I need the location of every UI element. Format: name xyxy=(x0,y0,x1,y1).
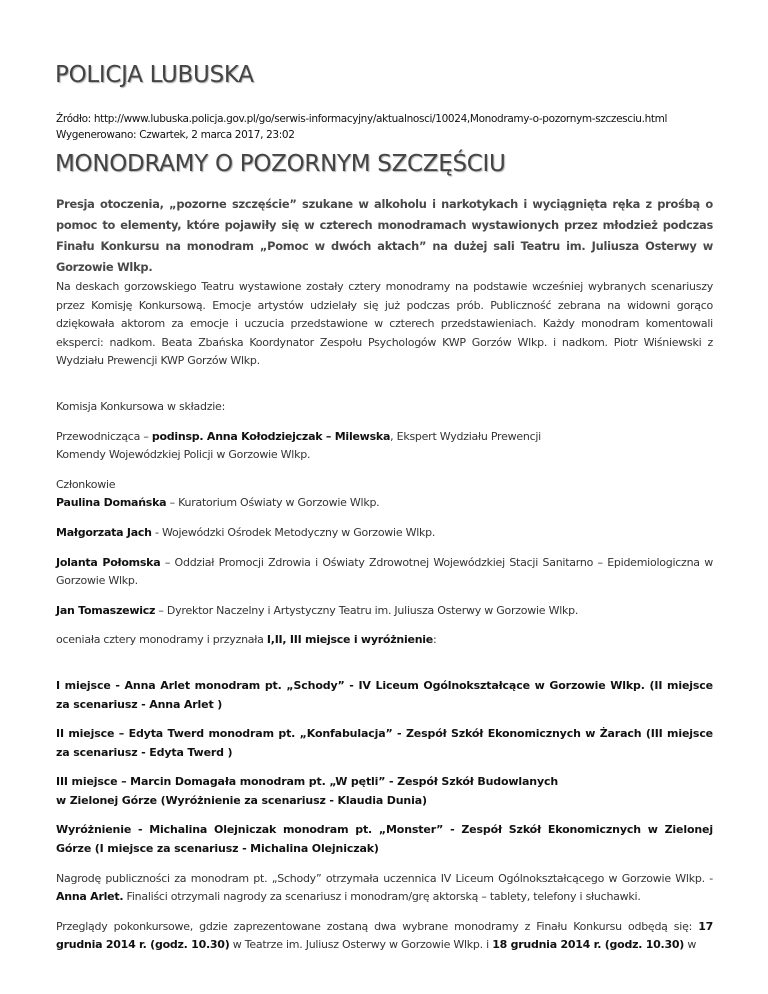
article-body xyxy=(56,194,713,955)
generated-value: Czwartek, 2 marca 2017, 23:02 xyxy=(139,129,295,141)
member-name: Jolanta Połomska xyxy=(56,555,161,569)
chair-desc-2: Komendy Wojewódzkiej Policji w Gorzowie Wlkp. xyxy=(56,448,311,462)
document-meta xyxy=(56,111,667,143)
award-third-line-1: III miejsce – Marcin Domagała monodram pt. „W pętli” - Zespół Szkół Budowlanych xyxy=(56,775,559,789)
member-desc: – Oddział Promocji Zdrowia i Oświaty Zdrowotnej Wojewódzkiej Stacji Sanitarno – Epidemiologiczna w Gorzowie Wlkp. xyxy=(56,555,713,588)
award-first-place: I miejsce - Anna Arlet monodram pt. „Schody” - IV Liceum Ogólnokształcące w Gorzowie Wlkp. (II miejsce za scenariusz - Anna Arlet ) xyxy=(56,678,713,711)
source-url[interactable]: http://www.lubuska.policja.gov.pl/go/serwis-informacyjny/aktualnosci/10024,Monodramy-o-pozornym-szczesciu.html xyxy=(93,113,668,125)
member-name: Małgorzata Jach xyxy=(56,525,152,539)
award-distinction: Wyróżnienie - Michalina Olejniczak monodram pt. „Monster” - Zespół Szkół Ekonomicznych w Zielonej Górze (I miejsce za scenariusz - Michalina Olejniczak) xyxy=(56,823,713,856)
audience-prize-text-2: Finaliści otrzymali nagrody za scenariusz i monodram/grę aktorską – tablety, telefony i słuchawki. xyxy=(123,890,641,904)
verdict-suffix: : xyxy=(433,633,437,647)
award-third-line-2: w Zielonej Górze (Wyróżnienie za scenariusz - Klaudia Dunia) xyxy=(56,793,427,807)
members-heading: Członkowie xyxy=(56,477,116,491)
intro-paragraph: Na deskach gorzowskiego Teatru wystawione zostały cztery monodramy na podstawie wcześniej wybranych scenariuszy przez Komisję Konkursową. Emocje artystów udzielały się już podczas prób. Publiczność zebrana na widowni gorąco dziękowała aktorom za emocje i uczucia przedstawione w czterech przedstawieniach. Każdy monodram komentowali eksperci: nadkom. Beata Zbańska Koordynator Zespołu Psychologów KWP Gorzów Wlkp. i nadkom. Piotr Wiśniewski z Wydziału Prewencji KWP Gorzów Wlkp. xyxy=(56,280,713,368)
reviews-paragraph xyxy=(56,918,713,955)
committee-member xyxy=(56,524,713,543)
committee-member xyxy=(56,494,713,513)
article-title: MONODRAMY O POZORNYM SZCZĘŚCIU xyxy=(55,151,506,177)
chair-role: Przewodnicząca – xyxy=(56,429,152,443)
member-name: Jan Tomaszewicz xyxy=(56,603,156,617)
article-lead: Presja otoczenia, „pozorne szczęście” szukane w alkoholu i narkotykach i wyciągnięta ręka z prośbą o pomoc to elementy, które pojawiły się w czterech monodramach wystawionych przez młodzież podczas Finału Konkursu na monodram „Pomoc w dwóch aktach” na dużej sali Teatru im. Juliusza Osterwy w Gorzowie Wlkp. xyxy=(56,197,713,274)
reviews-date-2: 18 grudnia 2014 r. (godz. 10.30) xyxy=(492,938,685,952)
source-line xyxy=(56,111,667,127)
member-desc: – Dyrektor Naczelny i Artystyczny Teatru im. Juliusza Osterwy w Gorzowie Wlkp. xyxy=(155,603,579,617)
audience-prize-text: Nagrodę publiczności za monodram pt. „Schody” otrzymała uczennica IV Liceum Ogólnokształcącego w Gorzowie Wlkp. - xyxy=(56,871,713,885)
reviews-text: Przeglądy pokonkursowe, gdzie zaprezentowane zostaną dwa wybrane monodramy z Finału Konkursu odbędą się: xyxy=(56,919,699,933)
member-desc: – Kuratorium Oświaty w Gorzowie Wlkp. xyxy=(166,496,380,510)
audience-prize-paragraph xyxy=(56,870,713,907)
award-second-place: II miejsce – Edyta Twerd monodram pt. „Konfabulacja” - Zespół Szkół Ekonomicznych w Żarach (III miejsce za scenariusz - Edyta Twerd ) xyxy=(56,727,713,759)
site-title: POLICJA LUBUSKA xyxy=(55,62,254,88)
committee-chair xyxy=(56,428,713,465)
chair-name: podinsp. Anna Kołodziejczak – Milewska xyxy=(151,429,391,443)
member-name: Paulina Domańska xyxy=(56,496,167,510)
committee-heading: Komisja Konkursowa w składzie: xyxy=(56,399,226,413)
award-third-place xyxy=(56,773,713,810)
source-label: Źródło: xyxy=(56,113,91,125)
reviews-text-3: w xyxy=(684,938,697,952)
verdict-line xyxy=(56,631,713,650)
reviews-text-2: w Teatrze im. Juliusz Osterwy w Gorzowie Wlkp. i xyxy=(229,938,493,952)
verdict-prefix: oceniała cztery monodramy i przyznała xyxy=(56,633,267,647)
verdict-bold: I,II, III miejsce i wyróżnienie xyxy=(266,633,434,647)
reviews-date-1: 17 grudnia 2014 r. (godz. 10.30) xyxy=(56,919,713,952)
generated-label: Wygenerowano: xyxy=(56,129,137,141)
audience-prize-winner: Anna Arlet. xyxy=(56,890,124,904)
committee-member xyxy=(56,602,713,621)
chair-desc: , Ekspert Wydziału Prewencji xyxy=(390,429,541,443)
member-desc: - Wojewódzki Ośrodek Metodyczny w Gorzowie Wlkp. xyxy=(151,525,436,539)
generated-line xyxy=(56,127,667,143)
committee-member xyxy=(56,554,713,591)
